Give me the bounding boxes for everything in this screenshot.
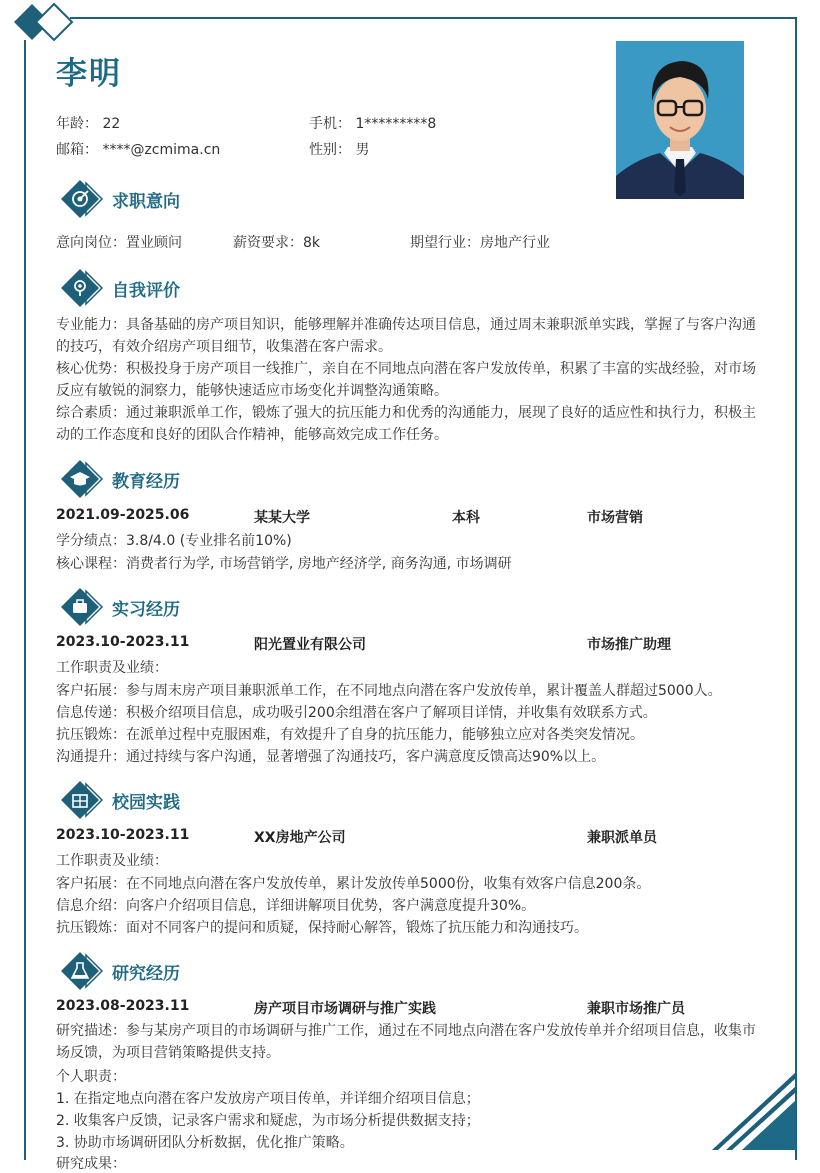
target-icon [60, 179, 104, 219]
campus-line: 工作职责及业绩： [56, 853, 168, 869]
phone-value: 1*********8 [355, 116, 437, 132]
age-row [56, 113, 120, 133]
section-title-research: 研究经历 [112, 964, 180, 984]
research-period: 2023.08-2023.11 [56, 998, 190, 1014]
intern-line: 信息传递：积极介绍项目信息，成功吸引200余组潜在客户了解项目详情，并收集有效联系方式。 [56, 705, 657, 721]
self-eval-1: 专业能力：具备基础的房产项目知识，能够理解并准确传达项目信息，通过周末兼职派单实践，掌握了与客户沟通的技巧，有效介绍房产项目细节，收集潜在客户需求。 [56, 317, 756, 355]
phone-label: 手机： [309, 116, 351, 132]
intern-line: 抗压锻炼：在派单过程中克服困难，有效提升了自身的抗压能力，能够独立应对各类突发情况。 [56, 727, 644, 743]
intern-company: 阳光置业有限公司 [254, 637, 366, 653]
email-label: 邮箱： [56, 142, 98, 158]
research-project: 房产项目市场调研与推广实践 [254, 1001, 436, 1017]
edu-degree: 本科 [452, 510, 480, 526]
age-label: 年龄： [56, 116, 98, 132]
edu-major: 市场营销 [587, 510, 643, 526]
gender-row [309, 139, 369, 159]
research-role: 兼职市场推广员 [587, 1001, 685, 1017]
building-icon [60, 780, 104, 820]
intent-salary: 薪资要求：8k [233, 235, 321, 251]
intern-line: 沟通提升：通过持续与客户沟通，显著增强了沟通技巧，客户满意度反馈高达90%以上。 [56, 749, 606, 765]
briefcase-icon [60, 587, 104, 627]
corner-stripes-icon [712, 1072, 796, 1150]
campus-company: XX房地产公司 [254, 830, 346, 846]
section-title-campus: 校园实践 [112, 793, 180, 813]
section-title-edu: 教育经历 [112, 472, 180, 492]
campus-line: 抗压锻炼：面对不同客户的提问和质疑，保持耐心解答，锻炼了抗压能力和沟通技巧。 [56, 920, 588, 936]
gender-label: 性别： [309, 142, 351, 158]
campus-line: 客户拓展：在不同地点向潜在客户发放传单，累计发放传单5000份，收集有效客户信息200条。 [56, 876, 651, 892]
research-line: 个人职责： [56, 1069, 126, 1085]
intent-position: 意向岗位：置业顾问 [56, 235, 182, 251]
flower-icon [60, 268, 104, 308]
intent-industry: 期望行业：房地产行业 [410, 235, 550, 251]
intern-line: 工作职责及业绩： [56, 660, 168, 676]
research-line: 3. 协助市场调研团队分析数据，优化推广策略。 [56, 1135, 354, 1151]
frame-left-line [24, 40, 26, 1160]
flask-icon [60, 951, 104, 991]
research-desc: 研究描述：参与某房产项目的市场调研与推广工作，通过在不同地点向潜在客户发放传单并介绍项目信息，收集市场反馈，为项目营销策略提供支持。 [56, 1023, 756, 1061]
section-title-intent: 求职意向 [112, 192, 180, 212]
self-eval-3: 综合素质：通过兼职派单工作，锻炼了强大的抗压能力和优秀的沟通能力，展现了良好的适应性和执行力，积极主动的工作态度和良好的团队合作精神，能够高效完成工作任务。 [56, 405, 756, 443]
campus-line: 信息介绍：向客户介绍项目信息，详细讲解项目优势，客户满意度提升30%。 [56, 898, 536, 914]
candidate-name: 李明 [56, 56, 122, 92]
graduation-cap-icon [60, 459, 104, 499]
research-line: 1. 在指定地点向潜在客户发放房产项目传单，并详细介绍项目信息； [56, 1091, 480, 1107]
campus-role: 兼职派单员 [587, 830, 657, 846]
self-eval-2: 核心优势：积极投身于房产项目一线推广，亲自在不同地点向潜在客户发放传单，积累了丰富的实战经验，对市场反应有敏锐的洞察力，能够快速适应市场变化并调整沟通策略。 [56, 361, 756, 399]
edu-courses: 核心课程：消费者行为学, 市场营销学, 房地产经济学, 商务沟通, 市场调研 [56, 556, 512, 572]
corner-diamond-icon [8, 0, 98, 50]
frame-top-line [70, 17, 797, 19]
research-line: 研究成果： [56, 1156, 126, 1172]
frame-right-line [795, 17, 797, 1160]
edu-school: 某某大学 [254, 510, 310, 526]
intern-period: 2023.10-2023.11 [56, 634, 190, 650]
email-row [56, 139, 220, 159]
edu-period: 2021.09-2025.06 [56, 507, 190, 523]
intern-role: 市场推广助理 [587, 637, 671, 653]
profile-photo [616, 41, 744, 199]
age-value: 22 [102, 116, 121, 132]
section-title-self: 自我评价 [112, 281, 180, 301]
research-line: 2. 收集客户反馈，记录客户需求和疑虑，为市场分析提供数据支持； [56, 1113, 480, 1129]
section-title-intern: 实习经历 [112, 600, 180, 620]
intern-line: 客户拓展：参与周末房产项目兼职派单工作，在不同地点向潜在客户发放传单，累计覆盖人群超过5000人。 [56, 683, 722, 699]
email-value: ****@zcmima.cn [102, 142, 221, 158]
campus-period: 2023.10-2023.11 [56, 827, 190, 843]
edu-gpa: 学分绩点：3.8/4.0 (专业排名前10%) [56, 533, 292, 549]
phone-row [309, 113, 436, 133]
gender-value: 男 [355, 142, 370, 158]
